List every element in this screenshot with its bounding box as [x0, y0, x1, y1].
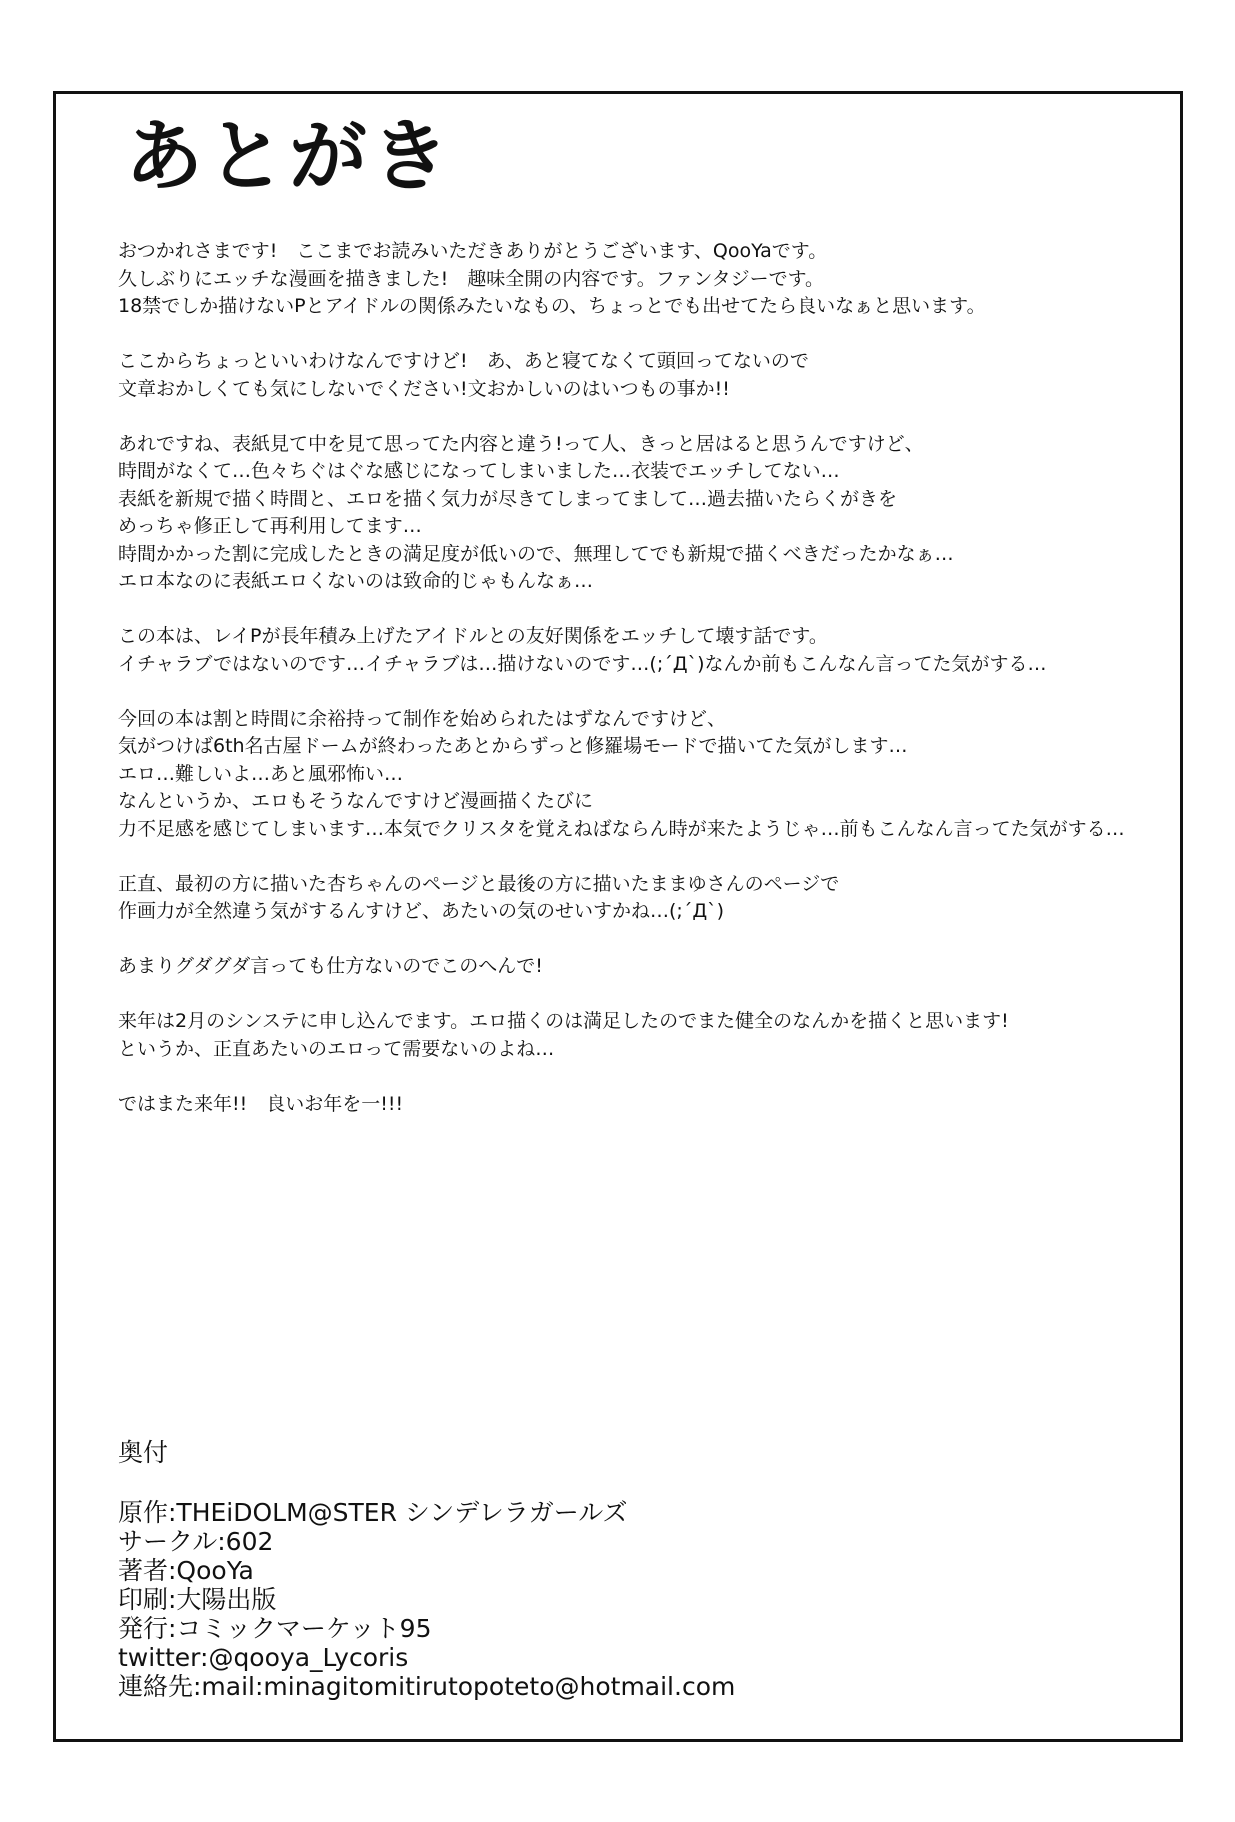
text-line: 気がつけば6th名古屋ドームが終わったあとからずっと修羅場モードで描いてた気がします…	[118, 735, 908, 757]
colophon	[118, 1438, 1018, 1701]
page-title: あとがき	[125, 112, 454, 202]
paragraph	[118, 348, 1158, 403]
text-line: この本は、レイPが長年積み上げたアイドルとの友好関係をエッチして壊す話です。	[118, 625, 828, 647]
text-line: あまりグダグダ言っても仕方ないのでこのへんで!	[118, 955, 543, 977]
text-line: なんというか、エロもそうなんですけど漫画描くたびに	[118, 790, 594, 812]
afterword-body	[118, 238, 1158, 1146]
paragraph	[118, 1091, 1158, 1119]
text-line: というか、正直あたいのエロって需要ないのよね…	[118, 1037, 555, 1060]
text-line: 正直、最初の方に描いた杏ちゃんのページと最後の方に描いたままゆさんのページで	[118, 872, 840, 895]
colophon-printer: 印刷:大陽出版	[118, 1585, 277, 1614]
text-line: 18禁でしか描けないPとアイドルの関係みたいなもの、ちょっとでも出せてたら良いなぁと思います。	[118, 295, 986, 317]
colophon-contact: 連絡先:mail:minagitomitirutopoteto@hotmail.com	[118, 1672, 736, 1701]
text-line: 時間がなくて…色々ちぐはぐな感じになってしまいました…衣装でエッチしてない…	[118, 460, 840, 482]
colophon-publication: 発行:コミックマーケット95	[118, 1614, 432, 1643]
text-line: エロ本なのに表紙エロくないのは致命的じゃもんなぁ…	[118, 570, 594, 592]
text-line: エロ…難しいよ…あと風邪怖い…	[118, 762, 404, 785]
paragraph	[118, 431, 1158, 596]
colophon-original-work: 原作:THEiDOLM@STER シンデレラガールズ	[118, 1498, 628, 1527]
text-line: 来年は2月のシンステに申し込んでます。エロ描くのは満足したのでまた健全のなんかを描くと思います!	[118, 1010, 1009, 1032]
colophon-heading: 奥付	[118, 1438, 169, 1467]
text-line: あれですね、表紙見て中を見て思ってた内容と違う!って人、きっと居はると思うんですけど、	[118, 432, 924, 455]
text-line: 文章おかしくても気にしないでください!文おかしいのはいつもの事か!!	[118, 377, 730, 400]
text-line: おつかれさまです! ここまでお読みいただきありがとうございます、QooYaです。	[118, 240, 828, 262]
paragraph	[118, 706, 1158, 844]
text-line: 時間かかった割に完成したときの満足度が低いので、無理してでも新規で描くべきだったかなぁ…	[118, 542, 954, 565]
text-line: 表紙を新規で描く時間と、エロを描く気力が尽きてしまってまして…過去描いたらくがきを	[118, 487, 898, 510]
text-line: 今回の本は割と時間に余裕持って制作を始められたはずなんですけど、	[118, 707, 727, 730]
colophon-author: 著者:QooYa	[118, 1556, 254, 1585]
colophon-twitter: twitter:@qooya_Lycoris	[118, 1643, 409, 1672]
text-line: 力不足感を感じてしまいます…本気でクリスタを覚えねばならん時が来たようじゃ…前もこんなん言ってた気がする…	[118, 817, 1125, 840]
paragraph	[118, 238, 1158, 321]
colophon-circle: サークル:602	[118, 1527, 274, 1556]
text-line: めっちゃ修正して再利用してます…	[118, 515, 422, 537]
text-line: 久しぶりにエッチな漫画を描きました! 趣味全開の内容です。ファンタジーです。	[118, 267, 825, 290]
paragraph	[118, 871, 1158, 926]
text-line: ここからちょっといいわけなんですけど! あ、あと寝てなくて頭回ってないので	[118, 350, 809, 372]
text-line: 作画力が全然違う気がするんすけど、あたいの気のせいすかね…(;´Д`)	[118, 900, 725, 922]
paragraph	[118, 953, 1158, 981]
paragraph	[118, 623, 1158, 678]
paragraph	[118, 1008, 1158, 1063]
text-line: イチャラブではないのです…イチャラブは…描けないのです…(;´Д`)なんか前もこんなん言ってた気がする…	[118, 652, 1047, 675]
text-line: ではまた来年!! 良いお年を一!!!	[118, 1092, 404, 1115]
